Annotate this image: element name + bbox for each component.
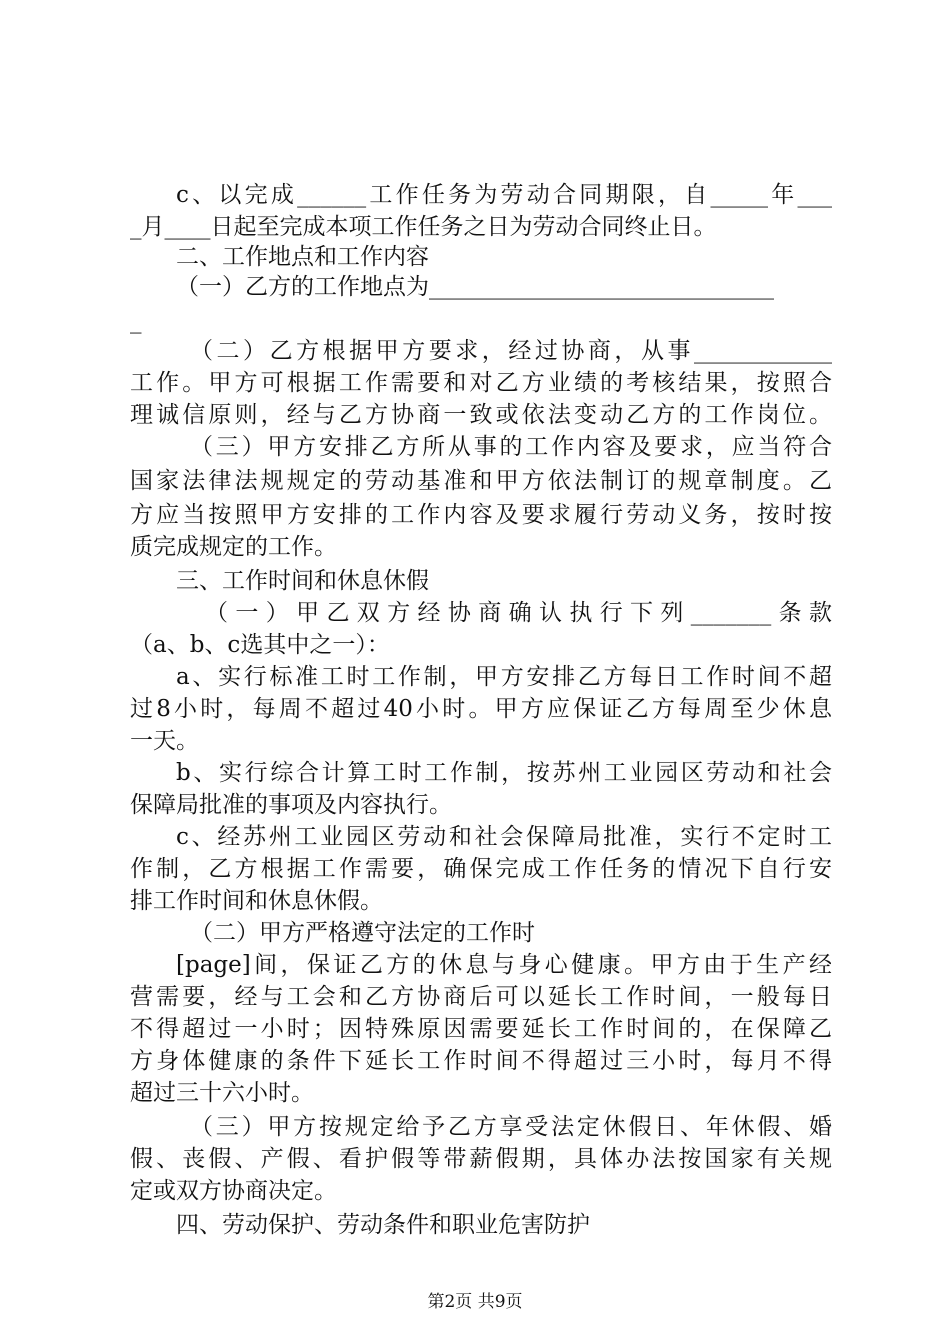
text-line: 质完成规定的工作。 [130, 534, 337, 560]
text-line: _ [130, 308, 142, 334]
section-heading: 三、工作时间和休息休假 [176, 568, 429, 594]
text-line: b、实行综合计算工时工作制，按苏州工业园区劳动和社会 [176, 760, 832, 786]
text-line: （a、b、c选其中之一）： [130, 632, 390, 658]
text-line: （三）甲方按规定给予乙方享受法定休假日、年休假、婚 [190, 1114, 832, 1140]
section-heading: 二、工作地点和工作内容 [176, 244, 429, 270]
text-line: 保障局批准的事项及内容执行。 [130, 792, 452, 818]
text-line: 国家法律法规规定的劳动基准和甲方依法制订的规章制度。乙 [130, 468, 832, 494]
text-line: 方应当按照甲方安排的工作内容及要求履行劳动义务，按时按 [130, 502, 832, 528]
text-line: 营需要，经与工会和乙方协商后可以延长工作时间，一般每日 [130, 984, 832, 1010]
text-line: _月____日起至完成本项工作任务之日为劳动合同终止日。 [130, 214, 717, 240]
page-number: 第2页 共9页 [427, 1292, 523, 1312]
section-heading: 四、劳动保护、劳动条件和职业危害防护 [176, 1212, 590, 1238]
text-line: 超过三十六小时。 [130, 1080, 314, 1106]
text-line: 过8小时，每周不超过40小时。甲方应保证乙方每周至少休息 [130, 696, 832, 722]
text-line: a、实行标准工时工作制，甲方安排乙方每日工作时间不超 [176, 664, 832, 690]
text-line: （二）乙方根据甲方要求，经过协商，从事____________ [190, 338, 832, 364]
text-line: 方身体健康的条件下延长工作时间不得超过三小时，每月不得 [130, 1048, 832, 1074]
text-line: c、以完成______工作任务为劳动合同期限，自_____年___ [176, 182, 832, 208]
text-line: 一天。 [130, 728, 199, 754]
text-line: 作制，乙方根据工作需要，确保完成工作任务的情况下自行安 [130, 856, 832, 882]
text-line: 工作。甲方可根据工作需要和对乙方业绩的考核结果，按照合 [130, 370, 832, 396]
text-line: [page]间，保证乙方的休息与身心健康。甲方由于生产经 [176, 952, 832, 978]
text-line: 排工作时间和休息休假。 [130, 888, 383, 914]
text-line: （一）甲乙双方经协商确认执行下列_______条款 [205, 600, 832, 626]
text-line: 不得超过一小时；因特殊原因需要延长工作时间的，在保障乙 [130, 1016, 832, 1042]
text-line: c、经苏州工业园区劳动和社会保障局批准，实行不定时工 [176, 824, 832, 850]
text-line: （三）甲方安排乙方所从事的工作内容及要求，应当符合 [190, 434, 832, 460]
text-line: 假、丧假、产假、看护假等带薪假期，具体办法按国家有关规 [130, 1146, 832, 1172]
text-line: （一）乙方的工作地点为______________________________ [176, 274, 774, 300]
text-line: （二）甲方严格遵守法定的工作时 [190, 920, 535, 946]
text-line: 理诚信原则，经与乙方协商一致或依法变动乙方的工作岗位。 [130, 402, 832, 428]
text-line: 定或双方协商决定。 [130, 1178, 337, 1204]
